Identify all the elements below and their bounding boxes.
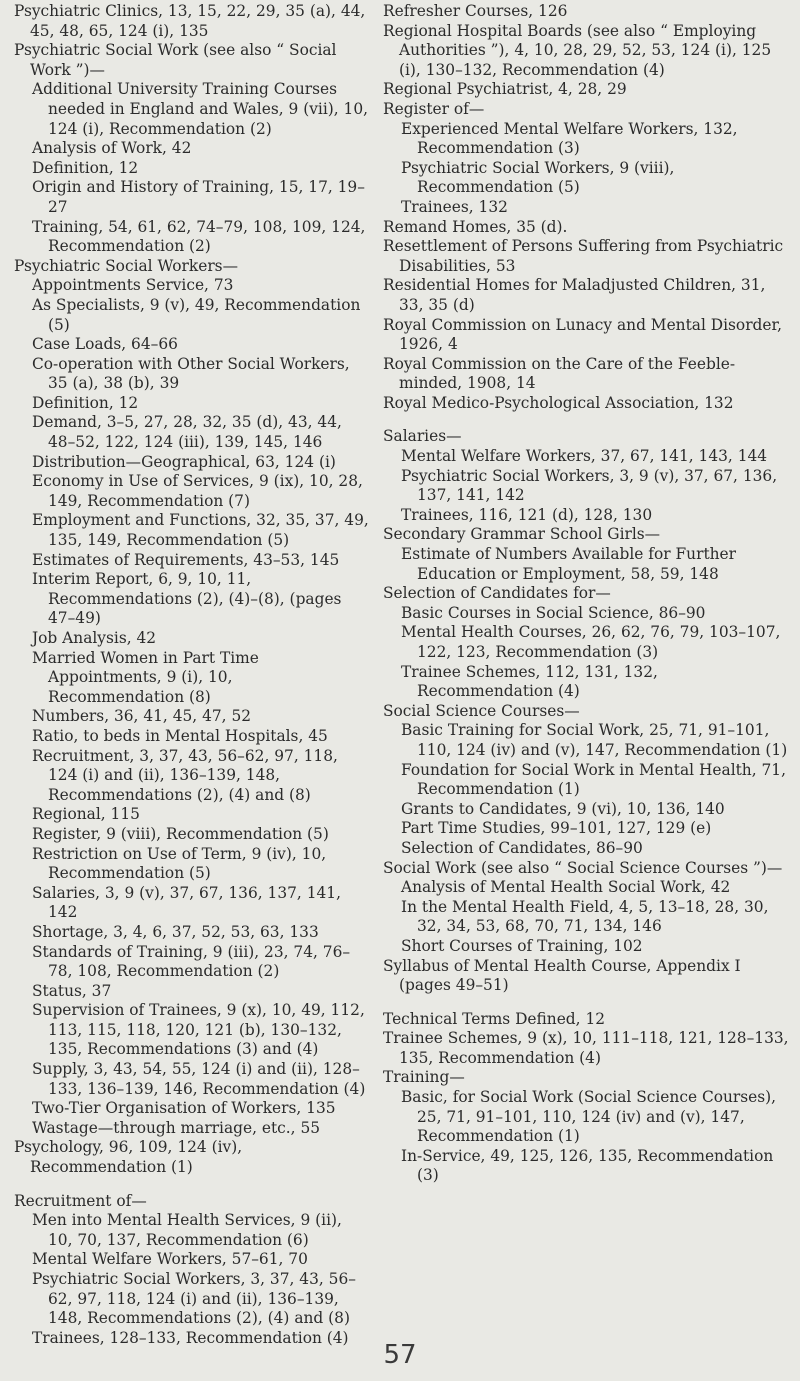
index-entry: Regional Hospital Boards (see also “ Employing Authorities ”), 4, 10, 28, 29, 52, 53, 124 (i), 125 (i), 130–132, Recommendation (4) (383, 21, 772, 79)
index-entry: Selection of Candidates for— (383, 584, 611, 603)
index-subentry: Training, 54, 61, 62, 74–79, 108, 109, 124, Recommendation (2) (32, 217, 366, 256)
index-entry: Remand Homes, 35 (d). (383, 217, 568, 236)
spacer (383, 996, 789, 1010)
index-subentry: Case Loads, 64–66 (32, 335, 178, 354)
index-subentry: Basic Courses in Social Science, 86–90 (401, 603, 706, 622)
index-subentry: Wastage—through marriage, etc., 55 (32, 1118, 321, 1137)
index-subentry: Co-operation with Other Social Workers, 35 (a), 38 (b), 39 (32, 354, 350, 393)
index-subentry: Mental Health Courses, 26, 62, 76, 79, 103–107, 122, 123, Recommendation (3) (401, 623, 781, 661)
spacer (383, 413, 789, 427)
index-subentry: Two-Tier Organisation of Workers, 135 (32, 1099, 336, 1118)
index-entry: Social Science Courses— (383, 701, 580, 720)
index-subentry: Psychiatric Social Workers, 3, 37, 43, 56–62, 97, 118, 124 (i) and (ii), 136–139, 148, Recommendations (2), (4) and (8) (32, 1270, 356, 1328)
index-subentry: Job Analysis, 42 (32, 629, 157, 647)
index-entry: Psychiatric Clinics, 13, 15, 22, 29, 35 (a), 44, 45, 48, 65, 124 (i), 135 (14, 2, 366, 40)
index-subentry: Basic Training for Social Work, 25, 71, 91–101, 110, 124 (iv) and (v), 147, Recommendation (1) (401, 721, 788, 759)
index-entry: Royal Commission on Lunacy and Mental Disorder, 1926, 4 (383, 315, 783, 354)
index-entry: Resettlement of Persons Suffering from Psychiatric Disabilities, 53 (383, 237, 784, 275)
index-subentry: Trainees, 116, 121 (d), 128, 130 (401, 505, 653, 524)
index-subentry: Psychiatric Social Workers, 3, 9 (v), 37, 67, 136, 137, 141, 142 (401, 466, 778, 505)
index-subentry: Experienced Mental Welfare Workers, 132, Recommendation (3) (401, 119, 738, 158)
index-entry: Salaries— (383, 427, 462, 446)
index-subentry: Short Courses of Training, 102 (401, 936, 643, 955)
index-subentry: Origin and History of Training, 15, 17, 19–27 (32, 178, 365, 216)
index-subentry: Appointments Service, 73 (32, 276, 234, 295)
index-subentry: Selection of Candidates, 86–90 (401, 838, 643, 857)
index-entry: Psychiatric Social Workers— (14, 256, 238, 275)
index-entry: Regional Psychiatrist, 4, 28, 29 (383, 80, 627, 99)
index-subentry: Ratio, to beds in Mental Hospitals, 45 (32, 726, 328, 745)
index-subentry: Men into Mental Health Services, 9 (ii), 10, 70, 137, Recommendation (6) (32, 1211, 342, 1249)
index-subentry: Salaries, 3, 9 (v), 37, 67, 136, 137, 141, 142 (32, 883, 341, 922)
spacer (14, 1178, 370, 1192)
index-entry: Secondary Grammar School Girls— (383, 525, 661, 544)
index-subentry: Mental Welfare Workers, 37, 67, 141, 143, 144 (401, 447, 768, 466)
index-entry: Psychology, 96, 109, 124 (iv), Recommendation (1) (14, 1138, 243, 1177)
index-subentry: Mental Welfare Workers, 57–61, 70 (32, 1250, 308, 1269)
index-entry: Trainee Schemes, 9 (x), 10, 111–118, 121, 128–133, 135, Recommendation (4) (383, 1029, 789, 1067)
index-subentry: Regional, 115 (32, 805, 140, 824)
index-subentry: Grants to Candidates, 9 (vi), 10, 136, 140 (401, 799, 725, 818)
index-entry: Royal Medico-Psychological Association, 132 (383, 393, 734, 412)
index-subentry: In the Mental Health Field, 4, 5, 13–18, 28, 30, 32, 34, 53, 68, 70, 71, 134, 146 (401, 897, 769, 936)
index-subentry: Definition, 12 (32, 158, 139, 177)
index-subentry: Foundation for Social Work in Mental Health, 71, Recommendation (1) (401, 760, 786, 799)
index-subentry: Basic, for Social Work (Social Science Courses), 25, 71, 91–101, 110, 124 (iv) and (v), 147, Recommendation (1) (401, 1088, 777, 1146)
index-column-right (383, 2, 789, 1186)
index-subentry: Estimates of Requirements, 43–53, 145 (32, 550, 340, 569)
index-entry: Recruitment of— (14, 1191, 147, 1210)
index-subentry: Part Time Studies, 99–101, 127, 129 (e) (401, 819, 712, 838)
index-subentry: Economy in Use of Services, 9 (ix), 10, 28, 149, Recommendation (7) (32, 472, 363, 510)
index-subentry: Supervision of Trainees, 9 (x), 10, 49, 112, 113, 115, 118, 120, 121 (b), 130–132, 135, Recommendations (3) and (4) (32, 1001, 365, 1059)
index-entry: Register of— (383, 99, 485, 118)
index-subentry: Psychiatric Social Workers, 9 (viii), Recommendation (5) (401, 158, 675, 197)
index-subentry: Demand, 3–5, 27, 28, 32, 35 (d), 43, 44, 48–52, 122, 124 (iii), 139, 145, 146 (32, 413, 342, 452)
index-subentry: Status, 37 (32, 981, 112, 1000)
index-subentry: Trainee Schemes, 112, 131, 132, Recommendation (4) (401, 662, 658, 701)
index-subentry: Analysis of Mental Health Social Work, 42 (401, 878, 731, 897)
index-entry: Syllabus of Mental Health Course, Appendix I (pages 49–51) (383, 956, 741, 995)
index-entry: Training— (383, 1068, 465, 1087)
index-subentry: Additional University Training Courses needed in England and Wales, 9 (vii), 10, 124 (i), Recommendation (2) (32, 80, 369, 138)
index-entry: Residential Homes for Maladjusted Children, 31, 33, 35 (d) (383, 276, 766, 314)
index-subentry: Definition, 12 (32, 393, 139, 412)
index-subentry: Numbers, 36, 41, 45, 47, 52 (32, 707, 252, 726)
index-subentry: Interim Report, 6, 9, 10, 11, Recommendations (2), (4)–(8), (pages 47–49) (32, 570, 342, 628)
index-subentry: Standards of Training, 9 (iii), 23, 74, 76–78, 108, Recommendation (2) (32, 942, 351, 981)
index-entry: Social Work (see also “ Social Science Courses ”)— (383, 858, 783, 877)
index-entry: Technical Terms Defined, 12 (383, 1009, 606, 1028)
index-subentry: Distribution—Geographical, 63, 124 (i) (32, 452, 336, 471)
index-subentry: Estimate of Numbers Available for Further Education or Employment, 58, 59, 148 (401, 545, 737, 583)
index-subentry: Recruitment, 3, 37, 43, 56–62, 97, 118, 124 (i) and (ii), 136–139, 148, Recommendations (2), (4) and (8) (32, 746, 338, 804)
page-number: 57 (383, 1340, 417, 1370)
index-subentry: Restriction on Use of Term, 9 (iv), 10, Recommendation (5) (32, 844, 327, 883)
index-subentry: Employment and Functions, 32, 35, 37, 49, 135, 149, Recommendation (5) (32, 511, 369, 550)
index-subentry: Trainees, 128–133, Recommendation (4) (32, 1328, 349, 1347)
index-entry: Refresher Courses, 126 (383, 2, 568, 20)
index-subentry: Register, 9 (viii), Recommendation (5) (32, 824, 329, 843)
index-subentry: Trainees, 132 (401, 197, 508, 216)
index-entry: Royal Commission on the Care of the Feeble-minded, 1908, 14 (383, 354, 736, 393)
index-subentry: Analysis of Work, 42 (32, 139, 192, 158)
index-subentry: As Specialists, 9 (v), 49, Recommendation (5) (32, 295, 361, 334)
index-subentry: Supply, 3, 43, 54, 55, 124 (i) and (ii), 128–133, 136–139, 146, Recommendation (4) (32, 1060, 366, 1098)
index-subentry: In-Service, 49, 125, 126, 135, Recommendation (3) (401, 1146, 774, 1185)
index-entry: Psychiatric Social Work (see also “ Social Work ”)— (14, 41, 337, 79)
index-column-left (14, 2, 370, 1348)
index-subentry: Shortage, 3, 4, 6, 37, 52, 53, 63, 133 (32, 922, 319, 941)
index-subentry: Married Women in Part Time Appointments, 9 (i), 10, Recommendation (8) (32, 648, 259, 706)
